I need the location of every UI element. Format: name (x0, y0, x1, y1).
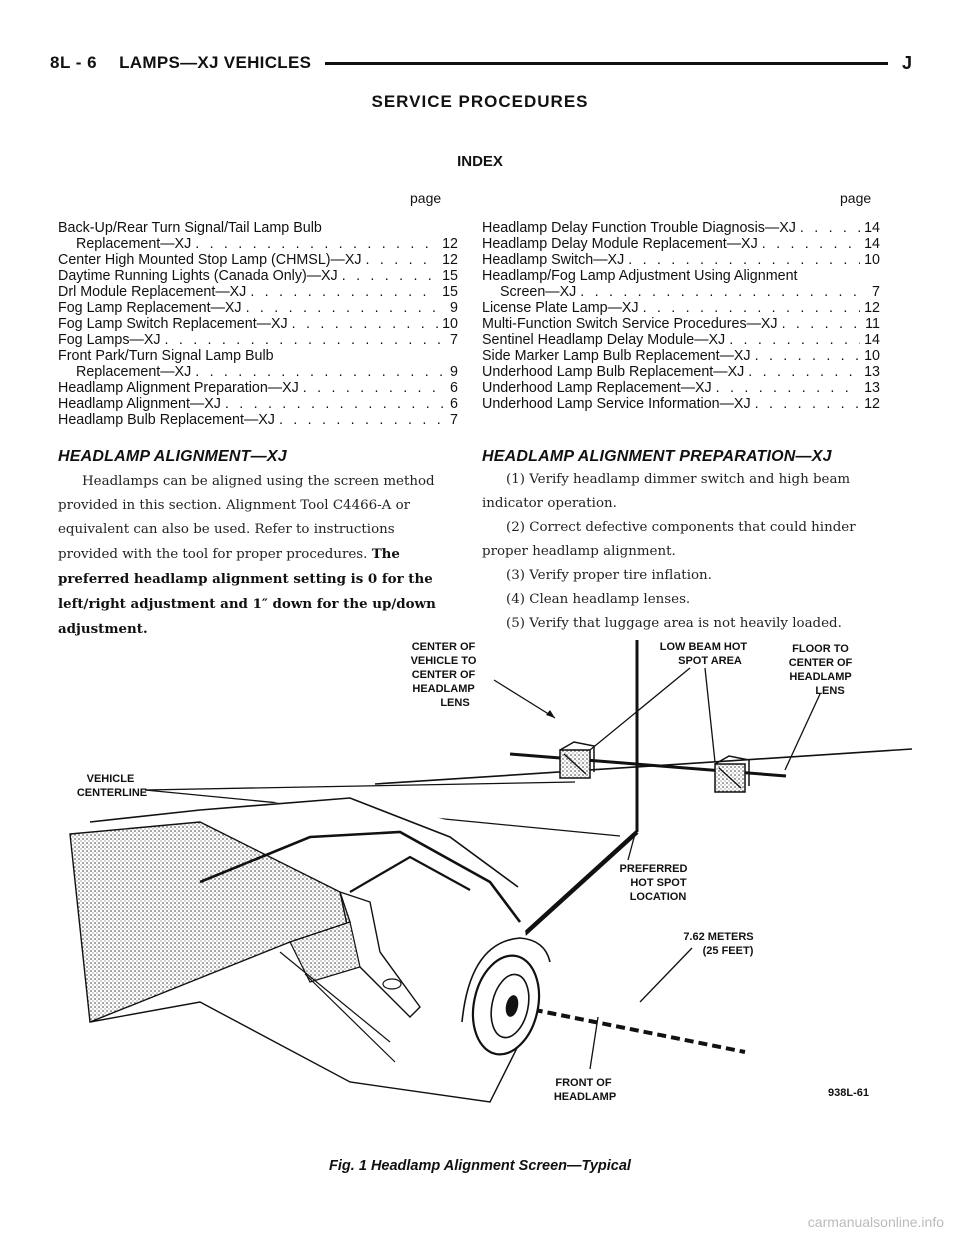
index-page-label-left: page (410, 190, 442, 206)
index-entry-page: 7 (450, 412, 458, 428)
index-leader-dots (628, 252, 860, 268)
alignment-body (58, 470, 448, 642)
index-entry-title: Headlamp Delay Module Replacement—XJ (482, 236, 758, 252)
preparation-step: (3) Verify proper tire inflation. (506, 568, 712, 583)
index-entry-page: 6 (450, 396, 458, 412)
index-leader-dots (762, 236, 860, 252)
vehicle-centerline-line (518, 832, 637, 940)
index-entry (482, 380, 880, 396)
header-mark: J (901, 52, 912, 73)
index-leader-dots (195, 236, 438, 252)
index-entry (58, 220, 458, 252)
index-entry-title: Underhood Lamp Replacement—XJ (482, 380, 712, 396)
index-entry-page: 14 (864, 236, 880, 252)
index-leader-dots (342, 268, 438, 284)
index-entry (482, 316, 880, 332)
preparation-step: (4) Clean headlamp lenses. (506, 592, 691, 607)
figure-caption: Fig. 1 Headlamp Alignment Screen—Typical (329, 1158, 631, 1174)
index-leader-dots (250, 284, 438, 300)
index-entry-page: 6 (450, 380, 458, 396)
index-entry (58, 252, 458, 268)
index-entry (482, 396, 880, 412)
preparation-step: (5) Verify that luggage area is not heavily loaded. (506, 616, 842, 631)
index-page-label-right: page (840, 190, 872, 206)
index-entry-page: 7 (450, 332, 458, 348)
index-entry (58, 380, 458, 396)
running-head (50, 52, 912, 74)
index-leader-dots (729, 332, 860, 348)
index-entry (58, 316, 458, 332)
index-entry (58, 284, 458, 300)
index-list-left (58, 220, 458, 428)
index-leader-dots (366, 252, 439, 268)
index-leader-dots (782, 316, 862, 332)
index-leader-dots (195, 364, 446, 380)
vehicle-drawing (70, 792, 550, 1102)
alignment-heading: HEADLAMP ALIGNMENT—XJ (58, 448, 287, 465)
index-entry-page: 10 (864, 252, 880, 268)
index-entry-title: Drl Module Replacement—XJ (58, 284, 247, 300)
index-entry-title: Daytime Running Lights (Canada Only)—XJ (58, 268, 338, 284)
header-rule (325, 62, 888, 65)
index-entry-page: 14 (864, 332, 880, 348)
label-preferred-hot-spot: PREFERRED HOT SPOT LOCATION (619, 863, 688, 903)
watermark: carmanualsonline.info (807, 1214, 944, 1230)
label-low-beam-hot-spot: LOW BEAM HOT SPOT AREA (659, 641, 748, 667)
index-entry (58, 332, 458, 348)
index-entry-title: Side Marker Lamp Bulb Replacement—XJ (482, 348, 751, 364)
index-entry-title: Fog Lamp Replacement—XJ (58, 300, 242, 316)
index-leader-dots (165, 332, 447, 348)
index-entry (58, 348, 458, 380)
index-leader-dots (279, 412, 446, 428)
floor-line (375, 749, 912, 784)
index-entry-title: Headlamp Alignment Preparation—XJ (58, 380, 299, 396)
index-entry-page: 13 (864, 380, 880, 396)
index-entry-title: Front Park/Turn Signal Lamp Bulb (58, 348, 274, 364)
label-center-of-vehicle: CENTER OF VEHICLE TO CENTER OF HEADLAMP LENS (410, 641, 477, 709)
index-entry-page: 12 (864, 396, 880, 412)
index-entry-title: Underhood Lamp Bulb Replacement—XJ (482, 364, 745, 380)
preparation-heading: HEADLAMP ALIGNMENT PREPARATION—XJ (482, 448, 832, 465)
index-leader-dots (716, 380, 860, 396)
index-entry (58, 268, 458, 284)
index-leader-dots (225, 396, 446, 412)
index-entry-title: Sentinel Headlamp Delay Module—XJ (482, 332, 726, 348)
index-entry-page: 15 (442, 268, 458, 284)
index-entry (482, 348, 880, 364)
index-entry-title: Fog Lamp Switch Replacement—XJ (58, 316, 288, 332)
index-entry (482, 252, 880, 268)
index-entry-title: Screen—XJ (500, 284, 577, 300)
index-entry-page: 14 (864, 220, 880, 236)
label-vehicle-centerline: VEHICLE CENTERLINE (76, 773, 148, 799)
alignment-bold-text: The preferred headlamp alignment setting is 0 for the left/right adjustment and 1″ down for the up/down adjustment. (58, 546, 436, 637)
index-entry-page: 15 (442, 284, 458, 300)
index-entry-page: 10 (442, 316, 458, 332)
index-leader-dots (292, 316, 438, 332)
index-entry-page: 11 (865, 316, 880, 332)
index-entry (482, 220, 880, 236)
index-leader-dots (800, 220, 860, 236)
index-entry-title: Underhood Lamp Service Information—XJ (482, 396, 751, 412)
index-entry (482, 364, 880, 380)
index-entry-title: Back-Up/Rear Turn Signal/Tail Lamp Bulb (58, 220, 322, 236)
index-entry (482, 268, 880, 300)
section-name: LAMPS—XJ VEHICLES (119, 53, 312, 72)
index-entry (58, 396, 458, 412)
index-entry (58, 412, 458, 428)
preparation-step: (2) Correct defective components that could hinder proper headlamp alignment. (482, 520, 856, 559)
preparation-steps (482, 468, 880, 636)
index-entry (482, 332, 880, 348)
index-entry (482, 236, 880, 252)
index-entry-title: Headlamp Switch—XJ (482, 252, 625, 268)
index-entry-title: Replacement—XJ (76, 364, 192, 380)
index-entry-title: License Plate Lamp—XJ (482, 300, 639, 316)
label-distance: 7.62 METERS (25 FEET) (683, 931, 754, 957)
index-entry (482, 300, 880, 316)
page-number: 8L - 6 (50, 53, 98, 72)
index-entry-title: Headlamp/Fog Lamp Adjustment Using Alignment (482, 268, 798, 284)
index-entry-page: 10 (864, 348, 880, 364)
headlamp-alignment-figure (50, 622, 912, 1142)
index-entry-title: Replacement—XJ (76, 236, 192, 252)
index-list-right (482, 220, 880, 412)
index-leader-dots (303, 380, 446, 396)
alignment-text: Headlamps can be aligned using the screen method provided in this section. Alignment Tool C4466-A or equivalent can also be used. Refer to instructions provided with the tool for proper procedures. (58, 474, 435, 562)
section-title: SERVICE PROCEDURES (371, 92, 589, 111)
index-entry-title: Headlamp Bulb Replacement—XJ (58, 412, 275, 428)
preparation-step: (1) Verify headlamp dimmer switch and high beam indicator operation. (482, 472, 851, 511)
index-entry-title: Fog Lamps—XJ (58, 332, 161, 348)
label-floor-to-center: FLOOR TO CENTER OF HEADLAMP LENS (788, 643, 853, 697)
index-leader-dots (580, 284, 868, 300)
index-entry-title: Headlamp Delay Function Trouble Diagnosis—XJ (482, 220, 796, 236)
index-leader-dots (246, 300, 446, 316)
front-of-headlamp-line (520, 1007, 745, 1052)
index-entry-page: 13 (864, 364, 880, 380)
index-leader-dots (748, 364, 860, 380)
index-entry-page: 9 (450, 364, 458, 380)
index-entry-page: 12 (442, 252, 458, 268)
index-entry-page: 7 (872, 284, 880, 300)
label-front-of-headlamp: FRONT OF HEADLAMP (553, 1077, 617, 1103)
index-entry-title: Multi-Function Switch Service Procedures—XJ (482, 316, 778, 332)
index-entry-page: 12 (864, 300, 880, 316)
index-entry-title: Headlamp Alignment—XJ (58, 396, 221, 412)
index-entry (58, 300, 458, 316)
index-leader-dots (643, 300, 861, 316)
index-title: INDEX (457, 153, 503, 170)
figure-code: 938L-61 (828, 1087, 869, 1099)
left-hot-spot (560, 742, 594, 778)
index-leader-dots (755, 396, 860, 412)
index-leader-dots (755, 348, 861, 364)
index-entry-page: 9 (450, 300, 458, 316)
index-entry-page: 12 (442, 236, 458, 252)
index-entry-title: Center High Mounted Stop Lamp (CHMSL)—XJ (58, 252, 362, 268)
